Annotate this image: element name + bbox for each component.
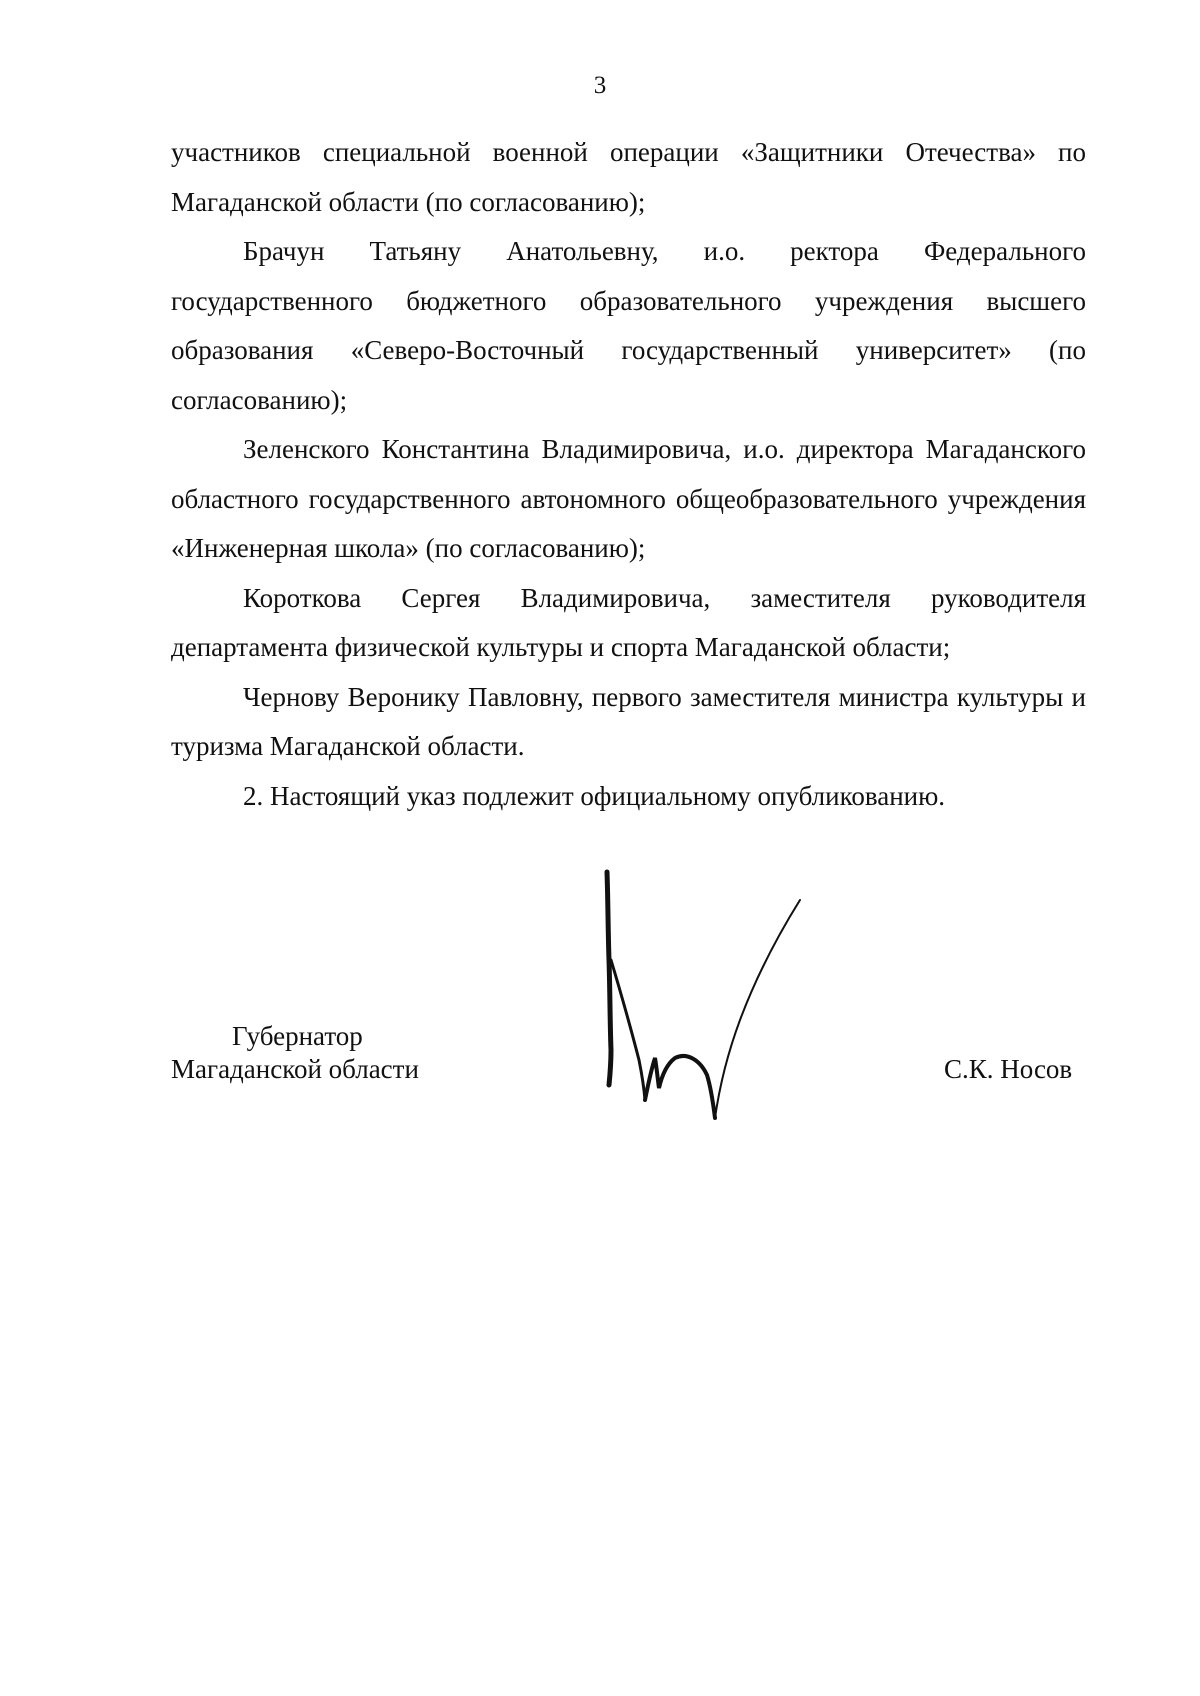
paragraph-member-korotkov: Короткова Сергея Владимировича, заместителя руководителя департамента физической культуры и спорта Магаданской области; xyxy=(171,582,1086,662)
paragraph-member-brachun: Брачун Татьяну Анатольевну, и.о. ректора Федерального государственного бюджетного образовательного учреждения высшего образования «Северо-Восточный государственный университет» (по согласованию); xyxy=(171,236,1086,415)
document-body xyxy=(171,128,1086,821)
handwritten-signature xyxy=(595,860,835,1130)
signatory-title-line-1: Губернатор xyxy=(232,1021,363,1051)
paragraph-continuation: участников специальной военной операции «Защитники Отечества» по Магаданской области (по согласованию); xyxy=(171,137,1086,217)
paragraph-publication-clause: 2. Настоящий указ подлежит официальному опубликованию. xyxy=(243,780,946,811)
signatory-name: С.К. Носов xyxy=(944,1054,1073,1084)
paragraph-member-zelenskiy: Зеленского Константина Владимировича, и.о. директора Магаданского областного государственного автономного общеобразовательного учреждения «Инженерная школа» (по согласованию); xyxy=(171,434,1086,563)
page-number: 3 xyxy=(593,72,607,99)
signatory-title xyxy=(171,1020,419,1086)
paragraph-member-chernova: Чернову Веронику Павловну, первого заместителя министра культуры и туризма Магаданской области. xyxy=(171,681,1086,761)
signatory-title-line-2: Магаданской области xyxy=(171,1054,419,1084)
